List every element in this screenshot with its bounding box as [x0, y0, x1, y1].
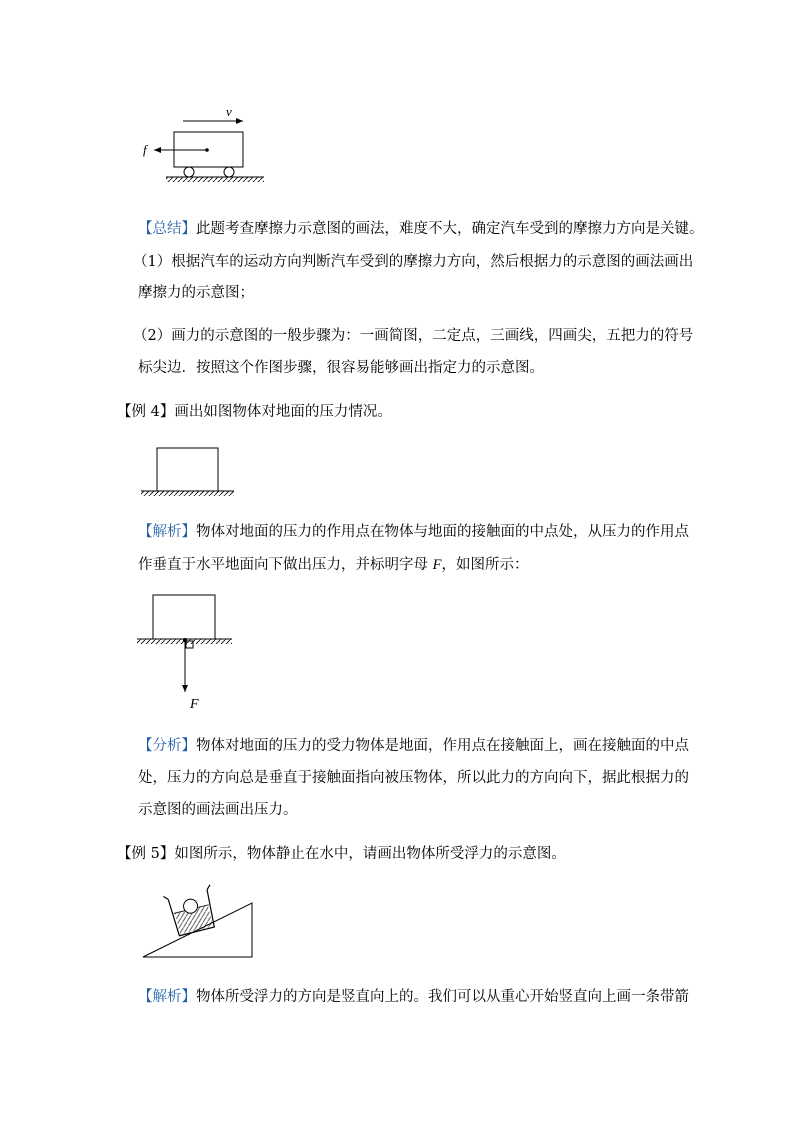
summary-point1-a: （1）根据汽车的运动方向判断汽车受到的摩擦力方向，然后根据力的示意图的画法画出 — [133, 254, 694, 270]
example5-question: 【例 5】如图所示，物体静止在水中，请画出物体所受浮力的示意图。 — [117, 846, 566, 862]
example5-tag: 【例 5】 — [117, 846, 175, 862]
car-body — [174, 132, 243, 167]
floating-ball — [182, 898, 199, 915]
velocity-label: v — [226, 104, 232, 119]
example4-analysis-tag: 【解析】 — [138, 524, 196, 540]
summary-point2-a: （2）画力的示意图的一般步骤为：一画简图，二定点，三画线，四画尖，五把力的符号 — [133, 328, 694, 344]
example4-fenxi-c: 示意图的画法画出压力。 — [138, 802, 298, 818]
car-wheel-right — [224, 167, 234, 177]
beaker — [163, 885, 220, 937]
summary-line-1: 【总结】此题考查摩擦力示意图的画法，难度不大，确定汽车受到的摩擦力方向是关键。 — [138, 221, 704, 237]
incline — [143, 903, 252, 957]
car-center-dot — [205, 148, 209, 152]
example5-analysis-tag: 【解析】 — [138, 989, 196, 1005]
example4-tag: 【例 4】 — [117, 404, 175, 420]
example5-analysis-a: 【解析】物体所受浮力的方向是竖直向上的。我们可以从重心开始竖直向上画一条带箭 — [138, 989, 689, 1005]
friction-label: f — [143, 142, 147, 157]
summary-tag: 【总结】 — [138, 221, 196, 237]
pressure-point — [183, 638, 187, 642]
summary-point1-b: 摩擦力的示意图； — [138, 285, 254, 301]
block-answer — [153, 595, 215, 639]
example4-analysis-a: 【解析】物体对地面的压力的作用点在物体与地面的接触面的中点处，从压力的作用点 — [138, 524, 689, 540]
summary-point2-b: 标尖边．按照这个作图步骤，很容易能够画出指定力的示意图。 — [138, 360, 544, 376]
example4-fenxi-tag: 【分析】 — [138, 738, 196, 754]
right-angle-mark — [186, 641, 193, 648]
example4-fenxi-b: 处，压力的方向总是垂直于接触面指向被压物体，所以此力的方向向下，据此根据力的 — [138, 770, 689, 786]
example4-fenxi-a: 【分析】物体对地面的压力的受力物体是地面，作用点在接触面上，画在接触面的中点 — [138, 738, 689, 754]
block-on-ground — [157, 448, 218, 491]
car-wheel-left — [184, 167, 194, 177]
example4-question: 【例 4】画出如图物体对地面的压力情况。 — [117, 404, 392, 420]
example4-analysis-b: 作垂直于水平地面向下做出压力，并标明字母 F，如图所示： — [138, 557, 529, 573]
pressure-force-label: F — [190, 697, 199, 712]
